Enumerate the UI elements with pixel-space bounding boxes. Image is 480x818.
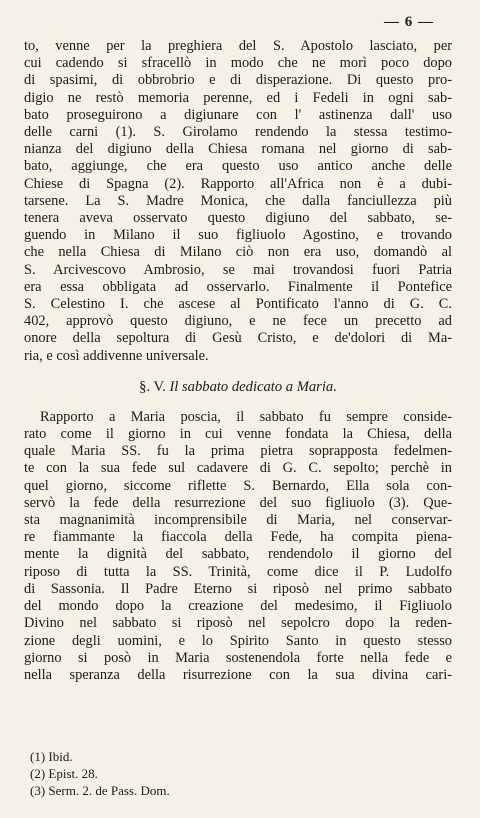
text-line: Divino nel sabbato si riposò nel sepolcro dopo la reden- — [24, 615, 452, 632]
text-line: era essa obbligata ad osservarlo. Finalmente il Pontefice — [24, 278, 452, 295]
text-line: servò la fede della resurrezione del suo figliuolo (3). Que- — [24, 494, 452, 511]
section-title: Il sabbato dedicato a Maria. — [169, 378, 337, 395]
text-line: digio ne restò memoria perenne, ed i Fedeli in ogni sab- — [24, 89, 452, 106]
section-number: §. V. — [139, 378, 166, 395]
text-line: guendo in Milano il suo figliuolo Agostino, e trovando — [24, 227, 452, 244]
section-heading — [24, 378, 452, 396]
text-line: ria, e così addivenne universale. — [24, 347, 209, 364]
text-line: del mondo dopo la creazione del medesimo, il Figliuolo — [24, 598, 452, 615]
text-line: nianza del digiuno della Chiesa romana nel giorno di sab- — [24, 141, 452, 158]
text-line: giorno si posò in Maria sostenendola forte nella fede e — [24, 649, 452, 666]
text-line: riposo di tutta la SS. Trinità, come dice il P. Ludolfo — [24, 563, 452, 580]
text-line: tenera aveva osservato questo digiuno del sabbato, se- — [24, 210, 452, 227]
text-line: di Sassonia. Il Padre Eterno si riposò nel primo sabbato — [24, 580, 452, 597]
text-line: cui cadendo si sfracellò in modo che ne morì poco dopo — [24, 55, 452, 72]
text-line: onore della sepoltura di Gesù Cristo, e de'dolori di Ma- — [24, 330, 452, 347]
text-line: to, venne per la preghiera del S. Apostolo lasciato, per — [24, 38, 452, 54]
text-line: S. Celestino I. che ascese al Pontificato l'anno di G. C. — [24, 296, 452, 313]
text-line: quel giorno, siccome riflette S. Bernardo, Ella sola con- — [24, 477, 452, 494]
paragraph-1 — [24, 38, 452, 365]
text-line: delle carni (1). S. Girolamo rendendo la stessa testimo- — [24, 124, 452, 141]
text-line: Rapporto a Maria poscia, il sabbato fu sempre conside- — [40, 408, 452, 425]
page-number: — 6 — — [384, 14, 434, 30]
footnote: (2) Epist. 28. — [30, 766, 98, 781]
text-line: bato, aggiunge, che era questo uso antico anche delle — [24, 158, 452, 175]
text-line: mente la dignità del sabbato, rendendolo il giorno del — [24, 546, 452, 563]
text-line: che nella Chiesa di Milano ciò non era uso, domandò al — [24, 244, 452, 261]
paragraph-2 — [24, 409, 452, 684]
text-line: zione degli uomini, e lo Spirito Santo in questo stesso — [24, 632, 452, 649]
text-line: tarsene. La S. Madre Monica, che dalla fanciullezza più — [24, 192, 452, 209]
text-line: Chiese di Spagna (2). Rapporto all'Africa non è a dubi- — [24, 175, 452, 192]
text-line: nella speranza della risurrezione con la sua divina cari- — [24, 666, 452, 683]
footnote: (3) Serm. 2. de Pass. Dom. — [30, 783, 170, 798]
text-line: S. Arcivescovo Ambrosio, se mai trovandosi fuori Patria — [24, 261, 452, 278]
text-line: rato come il giorno in cui venne fondata la Chiesa, della — [24, 426, 452, 443]
footnotes — [30, 748, 170, 799]
footnote: (1) Ibid. — [30, 749, 73, 764]
text-line: sta magnanimità incomprensibile di Maria, nel conservar- — [24, 512, 452, 529]
text-line: 402, approvò questo digiuno, e ne fece un precetto ad — [24, 313, 452, 330]
text-line: re fiammante la fiaccola della Fede, ha compita piena- — [24, 529, 452, 546]
text-line: di spasimi, di obbrobrio e di disperazione. Di questo pro- — [24, 72, 452, 89]
text-line: bato proseguirono a digiunare con l' astinenza dall' uso — [24, 106, 452, 123]
text-line: te con la sua fede sul cadavere di G. C. sepolto; perchè in — [24, 460, 452, 477]
text-line: quale Maria SS. fu la prima pietra soprapposta fedelmen- — [24, 443, 452, 460]
